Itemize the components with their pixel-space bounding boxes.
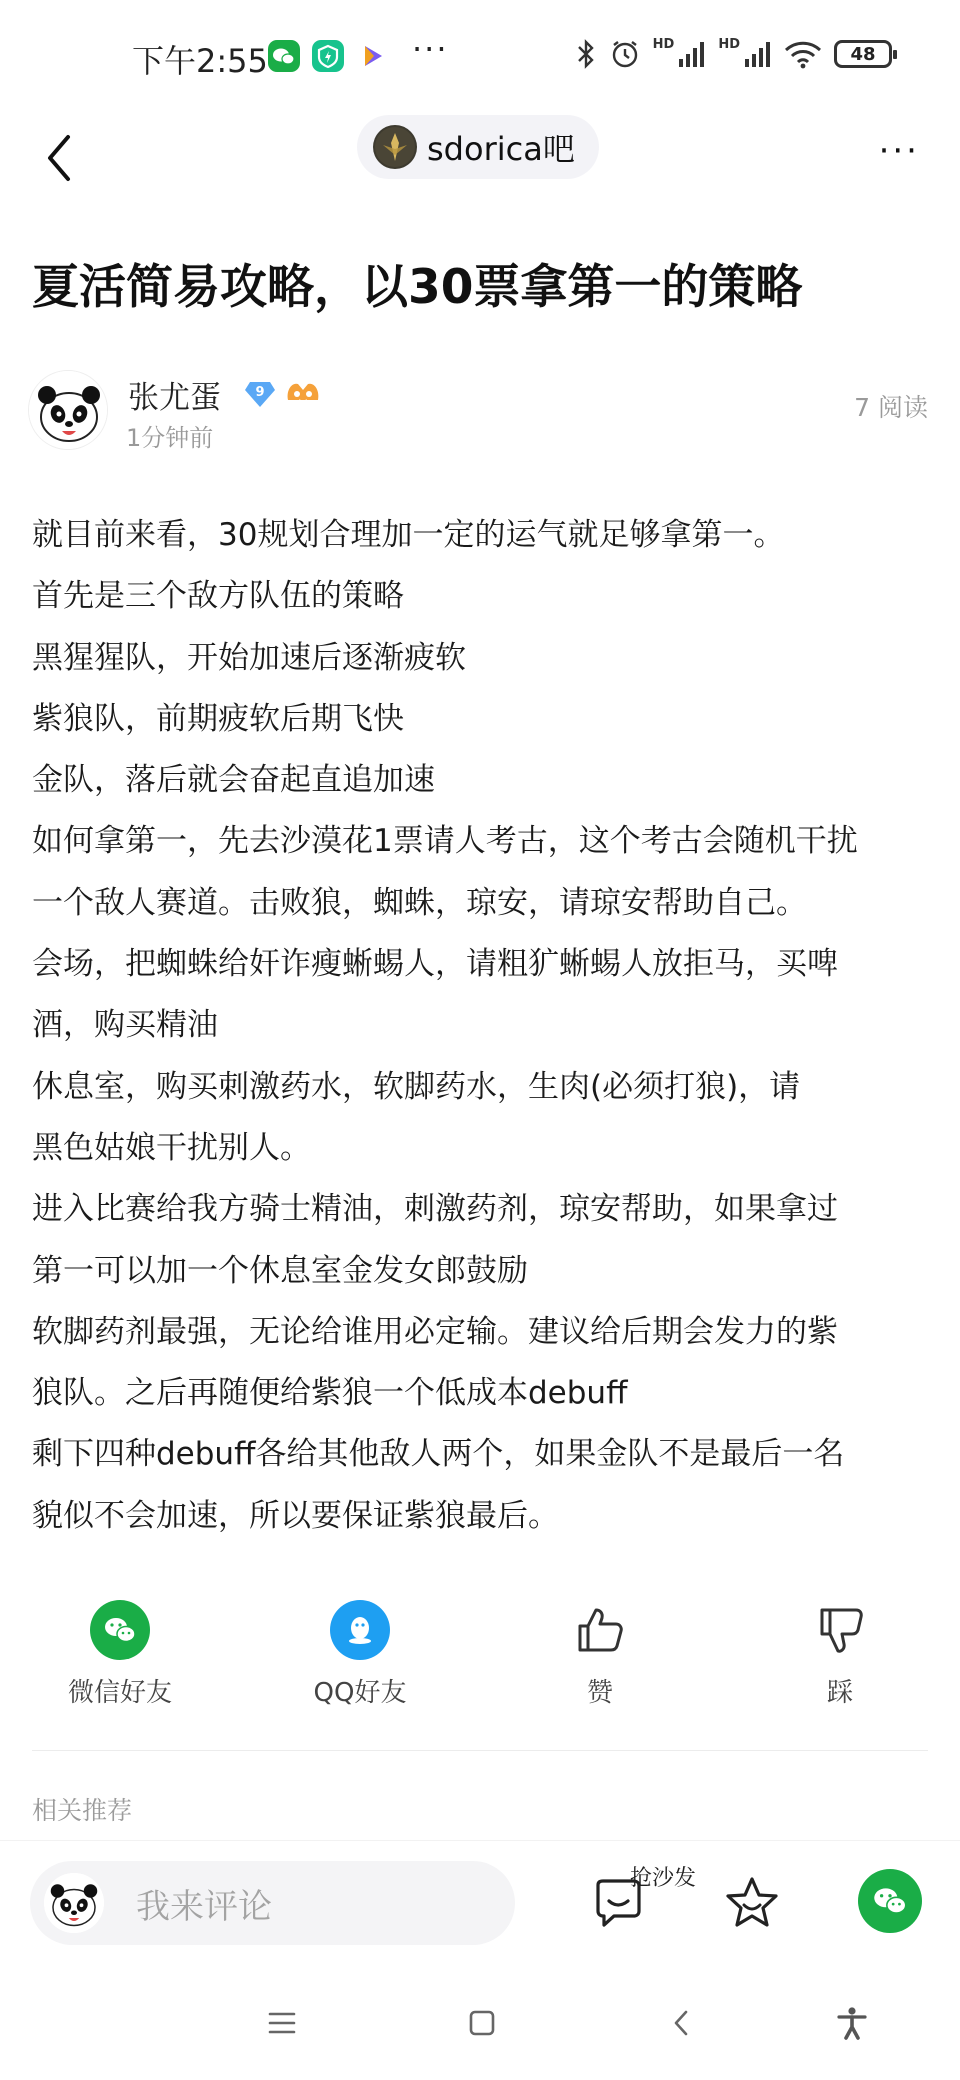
- post-line: 进入比赛给我方骑士精油，刺激药剂，琼安帮助，如果拿过: [32, 1191, 838, 1228]
- signal-icon: [678, 39, 706, 69]
- forum-logo-icon: [373, 125, 417, 169]
- status-time: 下午2:55: [132, 42, 268, 80]
- post-line: 貌似不会加速，所以要保证紫狼最后。: [32, 1497, 559, 1534]
- post-line: 紫狼队，前期疲软后期飞快: [32, 700, 404, 737]
- hd-label: HD: [652, 36, 675, 52]
- alarm-icon: [609, 38, 641, 70]
- panda-avatar-icon: [29, 371, 108, 450]
- home-button[interactable]: [462, 2003, 502, 2043]
- author-name[interactable]: 张尤蛋: [128, 380, 221, 416]
- star-icon: [722, 1873, 782, 1933]
- author-avatar[interactable]: [28, 370, 108, 450]
- post-line: 剩下四种debuff各给其他敌人两个，如果金队不是最后一名: [32, 1436, 845, 1473]
- chevron-left-icon: [662, 2003, 702, 2043]
- related-section-title: 相关推荐: [32, 1796, 133, 1825]
- more-dots-icon: ···: [412, 30, 449, 68]
- read-count: 7 阅读: [854, 393, 928, 422]
- post-line: 会场，把蜘蛛给奸诈瘦蜥蜴人，请粗犷蜥蜴人放拒马，买啤: [32, 946, 838, 983]
- thumbs-up-icon: [570, 1600, 630, 1660]
- panda-avatar-icon: [44, 1873, 104, 1933]
- comment-placeholder: 我来评论: [136, 1886, 272, 1927]
- wechat-icon: [90, 1600, 150, 1660]
- post-time: 1分钟前: [126, 424, 214, 452]
- signal-icon: [744, 39, 772, 69]
- post-line: 狼队。之后再随便给紫狼一个低成本debuff: [32, 1375, 628, 1412]
- post-line: 黑猩猩队，开始加速后逐渐疲软: [32, 639, 466, 676]
- post-line: 首先是三个敌方队伍的策略: [32, 578, 404, 615]
- system-nav-bar: [0, 1965, 960, 2080]
- back-button[interactable]: [38, 123, 86, 193]
- wechat-icon: [268, 40, 300, 72]
- qq-icon: [330, 1600, 390, 1660]
- dislike-label: 踩: [826, 1678, 853, 1708]
- share-wechat-button[interactable]: [20, 1600, 220, 1709]
- more-options-button[interactable]: ···: [878, 131, 920, 171]
- dislike-button[interactable]: [740, 1600, 940, 1709]
- share-wechat-button[interactable]: [858, 1869, 922, 1933]
- comment-input[interactable]: [30, 1861, 515, 1945]
- post-line: 金队，落后就会奋起直追加速: [32, 762, 435, 799]
- post-line: 第一可以加一个休息室金发女郎鼓励: [32, 1252, 528, 1289]
- chevron-left-icon: [38, 123, 86, 193]
- comment-bar: [0, 1840, 960, 1965]
- post-line: 如何拿第一，先去沙漠花1票请人考古，这个考古会随机干扰: [32, 823, 858, 860]
- hd-label: HD: [718, 36, 740, 52]
- post-line: 休息室，购买刺激药水，软脚药水，生肉(必须打狼)，请: [32, 1068, 801, 1105]
- top-nav: [0, 115, 960, 210]
- post-line: 酒，购买精油: [32, 1007, 218, 1044]
- security-app-icon: [312, 40, 344, 72]
- share-wechat-label: 微信好友: [67, 1678, 172, 1708]
- system-back-button[interactable]: [662, 2003, 702, 2043]
- status-bar: [0, 0, 960, 115]
- forum-name: sdorica吧: [427, 130, 575, 168]
- share-qq-button[interactable]: [260, 1600, 460, 1709]
- menu-icon: [262, 2003, 302, 2043]
- divider: [32, 1750, 928, 1751]
- user-avatar: [44, 1873, 104, 1933]
- level-number: 9: [255, 385, 265, 400]
- thumbs-down-icon: [810, 1600, 870, 1660]
- wifi-icon: [784, 39, 822, 69]
- post-line: 就目前来看，30规划合理加一定的运气就足够拿第一。: [32, 517, 785, 553]
- status-indicators: [575, 38, 892, 70]
- menu-button[interactable]: [262, 2003, 302, 2043]
- level-badge-icon: [244, 380, 276, 412]
- forum-link[interactable]: [357, 115, 599, 179]
- post-line: 黑色姑娘干扰别人。: [32, 1129, 311, 1166]
- post-line: 一个敌人赛道。击败狼，蜘蛛，琼安，请琼安帮助自己。: [32, 884, 807, 921]
- post-line: 软脚药剂最强，无论给谁用必定输。建议给后期会发力的紫: [32, 1313, 838, 1350]
- share-row: [0, 1600, 960, 1720]
- accessibility-button[interactable]: [832, 2003, 872, 2043]
- accessibility-icon: [832, 2003, 872, 2043]
- bluetooth-icon: [575, 38, 597, 70]
- like-label: 赞: [586, 1678, 613, 1708]
- battery-icon: 48: [834, 40, 892, 68]
- favorite-button[interactable]: [722, 1873, 782, 1933]
- post-body: [32, 505, 937, 1547]
- video-app-icon: [356, 40, 388, 72]
- home-square-icon: [462, 2003, 502, 2043]
- wechat-icon: [869, 1880, 911, 1922]
- share-qq-label: QQ好友: [313, 1678, 407, 1708]
- post-title: 夏活简易攻略，以30票拿第一的策略: [32, 260, 803, 315]
- sofa-label: 抢沙发: [630, 1866, 697, 1891]
- honor-badge-icon: [284, 378, 322, 412]
- like-button[interactable]: [500, 1600, 700, 1709]
